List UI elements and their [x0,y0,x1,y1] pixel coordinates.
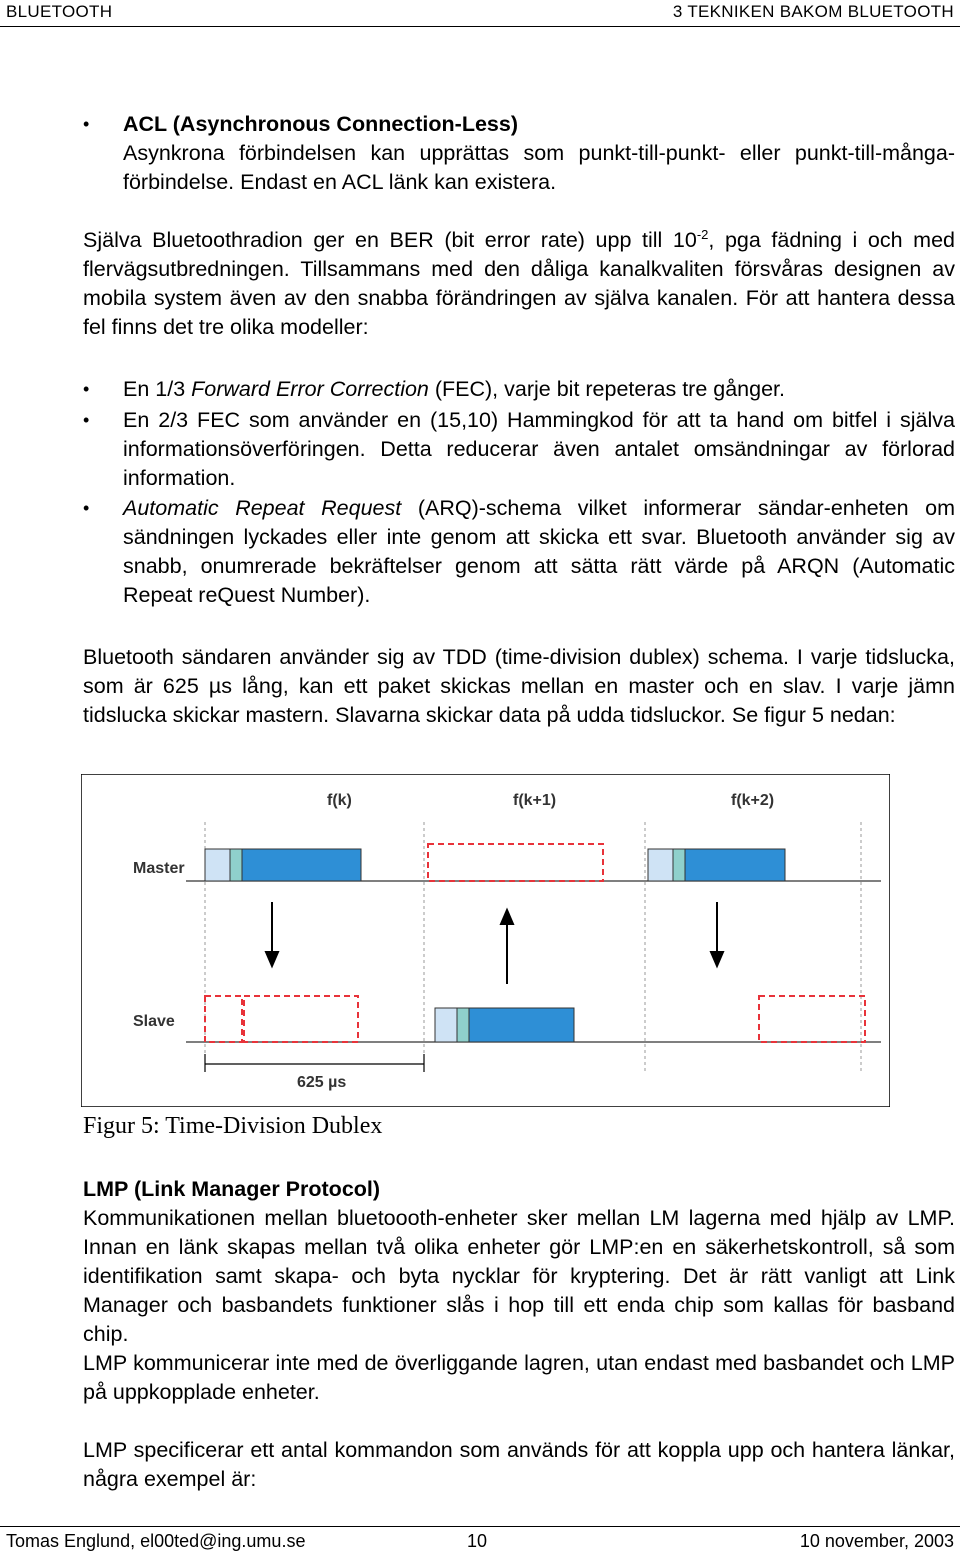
ber-part2: , pga fädning i och med flervägsutbredningen. Tillsammans med den dåliga kanalkvaliten försvåras designen av mobila system även av den snabba förändringen av själva kanalen. För att hantera dessa fel finns det tre olika modeller: [83,228,955,339]
header-right: 3 TEKNIKEN BAKOM BLUETOOTH [672,2,954,21]
slave-label: Slave [133,1013,175,1030]
lmp-text-3: LMP specificerar ett antal kommandon som används för att koppla upp och hantera länkar, några exempel är: [83,1438,955,1491]
freq-label-k2: f(k+2) [731,792,775,809]
master-label: Master [133,860,185,877]
bullet-dot: • [83,379,90,399]
ber-exponent: -2 [696,227,709,242]
model-arq-italic: Automatic Repeat Request [123,496,402,520]
model-fec-13-italic: Forward Error Correction [191,377,429,401]
master-packet-1 [205,849,361,881]
master-packet-2 [648,849,785,881]
freq-label-k1: f(k+1) [513,792,557,809]
slot-duration-label: 625 µs [297,1074,347,1091]
ber-part1: Själva Bluetoothradion ger en BER (bit error rate) upp till 10 [83,228,697,252]
model-fec-23: En 2/3 FEC som använder en (15,10) Hammingkod för att ta hand om bitfel i själva informationsöverföringen. Detta reducerar även antalet omsändningar av förlorad information. [123,408,955,490]
bullet-dot: • [83,498,90,518]
lmp-title: LMP (Link Manager Protocol) [83,1177,381,1201]
footer-author: Tomas Englund, el00ted@ing.umu.se [6,1531,306,1551]
ber-paragraph [83,226,955,342]
slave-packet [435,1008,574,1042]
model-fec-13 [123,375,955,404]
bullet-dot: • [83,114,90,134]
model-arq [123,494,955,610]
footer-date: 10 november, 2003 [799,1531,954,1551]
figure-caption: Figur 5: Time-Division Dublex [83,1113,383,1139]
model-fec-13-pre: En 1/3 [123,377,192,401]
acl-title: ACL (Asynchronous Connection-Less) [123,112,518,136]
lmp-text-1: Kommunikationen mellan bluetoooth-enheter sker mellan LM lagerna med hjälp av LMP. Innan en länk skapas mellan två olika enheter gör LMP:en en säkerhetskontroll, så som identifikation samt skapa- och byta nycklar för kryptering. Det är rätt vanligt att Link Manager och basbandets funktioner slås i hop till ett enda chip som kallas för basband chip. [83,1206,955,1346]
tdd-figure [81,774,890,1107]
footer-rule [0,1526,960,1527]
freq-label-k: f(k) [327,792,352,809]
acl-text: Asynkrona förbindelsen kan upprättas som punkt-till-punkt- eller punkt-till-många-förbindelse. Endast en ACL länk kan existera. [123,141,955,194]
header-left: BLUETOOTH [6,2,113,21]
footer-page-number: 10 [467,1531,488,1551]
model-fec-13-post: (FEC), varje bit repeteras tre gånger. [428,377,785,401]
header-rule [0,26,960,27]
tdd-paragraph: Bluetooth sändaren använder sig av TDD (time-division dublex) schema. I varje tidslucka, som är 625 µs lång, kan ett paket skickas mellan en master och en slav. I varje jämn tidslucka skickar mastern. Slavarna skickar data på udda tidsluckor. Se figur 5 nedan: [83,645,955,727]
figure-border [81,774,890,1107]
model-arq-post: (ARQ)-schema vilket informerar sändar-enheten om sändningen lyckades eller inte genom att skicka ett svar. Bluetooth använder sig av snabb, onumrerade bekräftelser genom att sätta rätt värde på ARQN (Automatic Repeat reQuest Number). [123,496,956,607]
lmp-text-2: LMP kommunicerar inte med de överliggande lagren, utan endast med basbandet och LMP på uppkopplade enheter. [83,1351,955,1404]
bullet-dot: • [83,410,90,430]
